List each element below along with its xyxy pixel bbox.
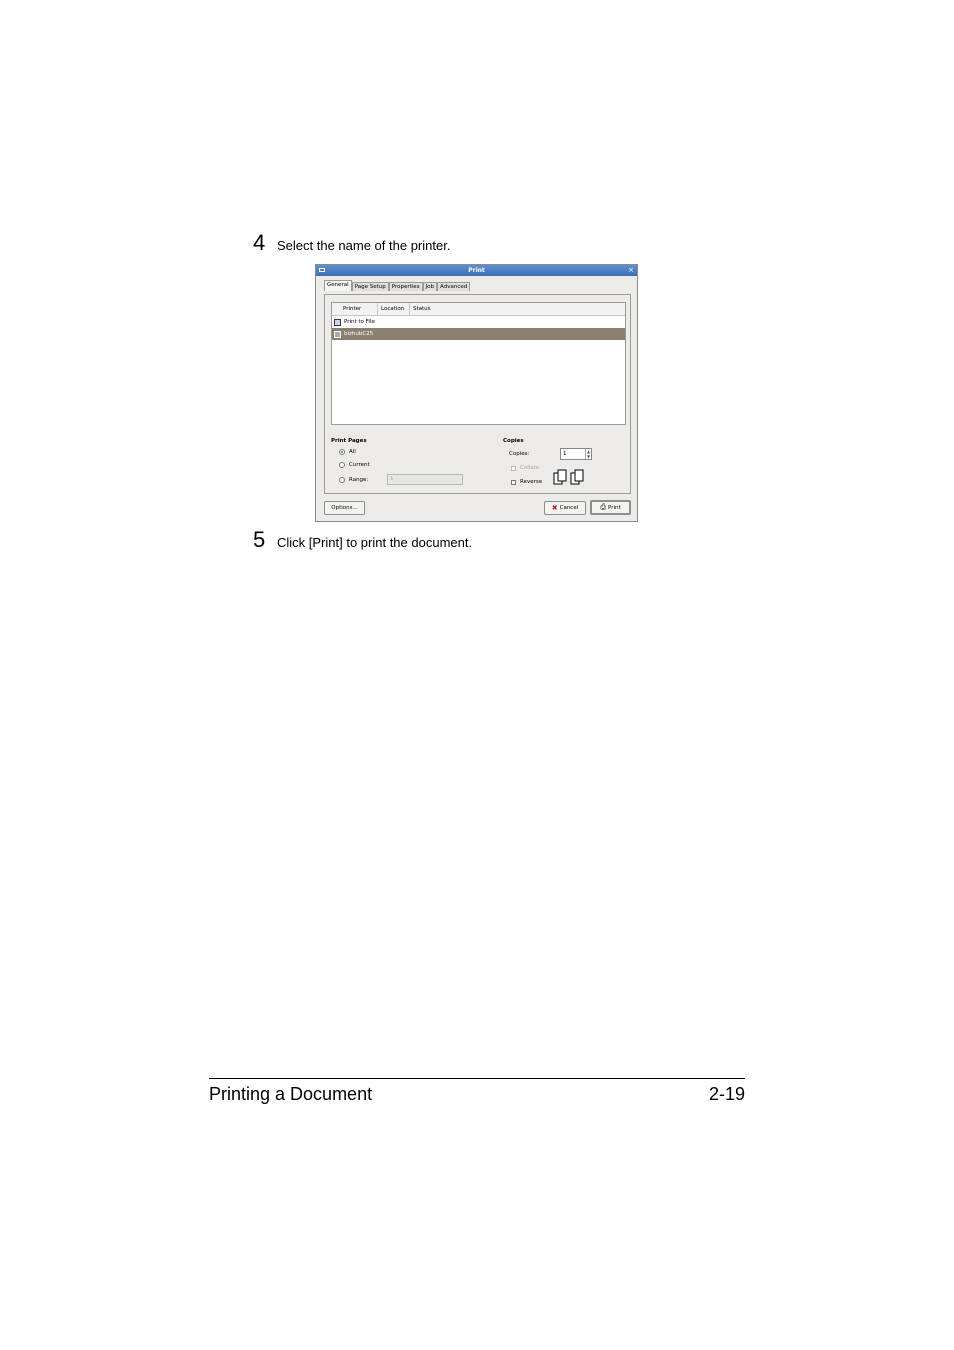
printer-list[interactable]: [331, 302, 626, 425]
file-printer-icon: [334, 319, 341, 326]
footer-rule: [209, 1078, 745, 1079]
range-input[interactable]: 1: [387, 474, 463, 485]
printer-icon: ⎙: [600, 503, 606, 511]
print-pages-title: Print Pages: [331, 438, 367, 444]
radio-current-label: Current: [349, 462, 370, 468]
printer-name: Print to File: [344, 319, 375, 325]
copies-spinner[interactable]: [560, 448, 592, 460]
dialog-titlebar: [316, 265, 637, 276]
checkbox-box: [511, 480, 516, 485]
column-status[interactable]: Status: [413, 306, 431, 312]
tab-page-setup[interactable]: Page Setup: [352, 282, 389, 291]
step-4: [253, 230, 450, 256]
tab-job[interactable]: Job: [423, 282, 437, 291]
collate-checkbox[interactable]: [511, 465, 539, 471]
radio-current[interactable]: [339, 462, 370, 468]
step-number: 5: [253, 527, 266, 552]
collate-label: Collate: [520, 465, 540, 471]
checkbox-box: [511, 466, 516, 471]
dialog-title: Print: [468, 267, 485, 274]
radio-all-label: All: [349, 449, 356, 455]
tab-bar: [324, 282, 470, 291]
footer-page-number: 2-19: [708, 1084, 745, 1104]
printer-list-header: [332, 303, 625, 316]
radio-range-label: Range:: [349, 477, 369, 483]
tab-properties[interactable]: Properties: [389, 282, 423, 291]
radio-indicator: [339, 477, 345, 483]
step-text: Select the name of the printer.: [277, 238, 451, 253]
options-button-label: Options...: [331, 505, 358, 511]
options-button[interactable]: [324, 501, 365, 515]
spin-arrows-icon[interactable]: ▲ ▼: [586, 449, 591, 459]
printer-name: bizhubC25: [344, 331, 374, 337]
step-number: 4: [253, 230, 266, 255]
copies-value: 1: [563, 451, 567, 457]
close-icon[interactable]: ×: [628, 266, 634, 274]
cancel-button-label: Cancel: [559, 505, 579, 511]
general-panel: [324, 294, 631, 494]
step-5: [253, 527, 472, 553]
tab-general[interactable]: General: [324, 280, 352, 291]
radio-indicator: [339, 449, 345, 455]
copies-title: Copies: [503, 438, 524, 444]
reverse-label: Reverse: [520, 479, 543, 485]
printer-icon: [334, 331, 341, 338]
cancel-icon: ✖: [551, 504, 558, 512]
tab-advanced[interactable]: Advanced: [437, 282, 470, 291]
collate-pages-icon: [553, 468, 587, 486]
reverse-checkbox[interactable]: [511, 479, 542, 485]
print-dialog: [315, 264, 638, 522]
print-button[interactable]: [590, 500, 631, 515]
column-printer[interactable]: Printer: [332, 303, 378, 315]
print-button-label: Print: [607, 504, 621, 511]
radio-range[interactable]: [339, 477, 368, 483]
footer-section-title: Printing a Document: [209, 1084, 373, 1104]
printer-row-print-to-file[interactable]: [332, 316, 625, 328]
cancel-button[interactable]: [544, 501, 586, 515]
printer-row-bizhubc25[interactable]: [332, 328, 625, 340]
window-menu-icon[interactable]: [319, 268, 325, 272]
column-location[interactable]: Location: [378, 303, 410, 315]
step-text: Click [Print] to print the document.: [277, 535, 473, 550]
radio-all[interactable]: [339, 449, 356, 455]
radio-indicator: [339, 462, 345, 468]
copies-label: Copies:: [509, 451, 530, 457]
